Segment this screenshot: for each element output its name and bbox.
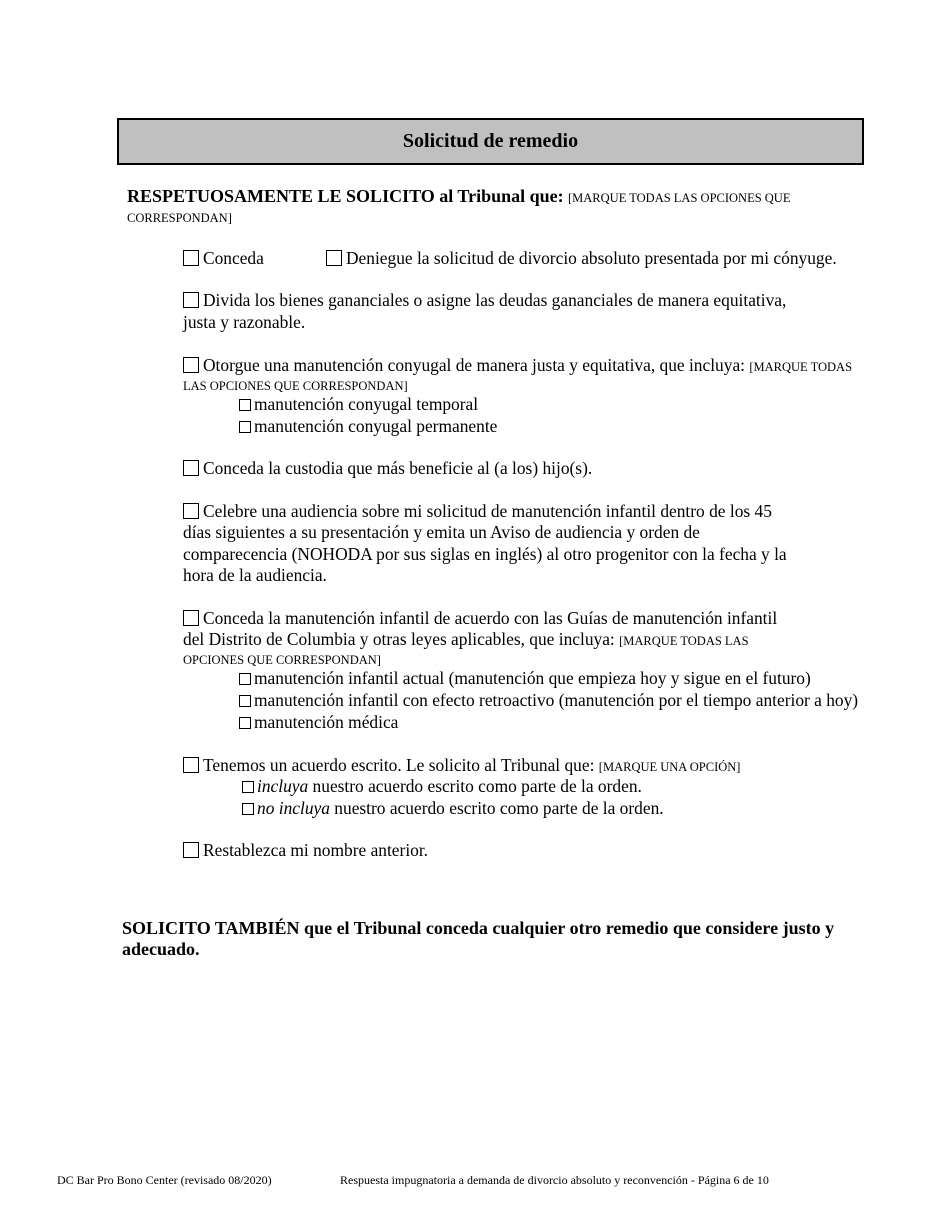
intro-note-cont: CORRESPONDAN] bbox=[127, 211, 232, 225]
agreement-include-checkbox[interactable] bbox=[242, 781, 254, 793]
hearing-line-4: hora de la audiencia. bbox=[183, 565, 327, 585]
hearing-label: Celebre una audiencia sobre mi solicitud de manutención infantil dentro de los 45 bbox=[203, 501, 772, 521]
agreement-exclude bbox=[242, 798, 664, 820]
deny-label: Deniegue la solicitud de divorcio absoluto presentada por mi cónyuge. bbox=[346, 248, 837, 268]
intro-note: [MARQUE TODAS LAS OPCIONES QUE bbox=[568, 191, 791, 205]
hearing-line-2: días siguientes a su presentación y emita un Aviso de audiencia y orden de bbox=[183, 522, 700, 542]
alimony-temporary-label: manutención conyugal temporal bbox=[254, 394, 479, 414]
agreement-label: Tenemos un acuerdo escrito. Le solicito al Tribunal que: bbox=[203, 755, 595, 775]
agreement-include-em: incluya bbox=[257, 776, 309, 796]
child-support-label: Conceda la manutención infantil de acuerdo con las Guías de manutención infantil bbox=[203, 608, 778, 628]
support-medical-checkbox[interactable] bbox=[239, 717, 251, 729]
alimony-label: Otorgue una manutención conyugal de manera justa y equitativa, que incluya: bbox=[203, 355, 745, 375]
support-medical-label: manutención médica bbox=[254, 712, 399, 732]
agreement-include-rest: nuestro acuerdo escrito como parte de la orden. bbox=[312, 776, 642, 796]
support-retroactive-checkbox[interactable] bbox=[239, 695, 251, 707]
option-custody bbox=[183, 458, 592, 480]
option-divide bbox=[183, 290, 786, 312]
agreement-exclude-checkbox[interactable] bbox=[242, 803, 254, 815]
alimony-note: [MARQUE TODAS bbox=[749, 360, 853, 374]
intro bbox=[127, 186, 790, 210]
agreement-checkbox[interactable] bbox=[183, 757, 199, 773]
option-child-support bbox=[183, 608, 777, 630]
name-checkbox[interactable] bbox=[183, 842, 199, 858]
agreement-include bbox=[242, 776, 642, 798]
custody-checkbox[interactable] bbox=[183, 460, 199, 476]
support-current-checkbox[interactable] bbox=[239, 673, 251, 685]
footer-center: Respuesta impugnatoria a demanda de divorcio absoluto y reconvención - Página 6 de 10 bbox=[340, 1173, 769, 1187]
child-support-line-2 bbox=[183, 629, 749, 653]
child-support-note-cont: OPCIONES QUE CORRESPONDAN] bbox=[183, 653, 381, 667]
hearing-checkbox[interactable] bbox=[183, 503, 199, 519]
divide-checkbox[interactable] bbox=[183, 292, 199, 308]
agreement-note: [MARQUE UNA OPCIÓN] bbox=[598, 760, 741, 774]
hearing-line-3: comparecencia (NOHODA por sus siglas en inglés) al otro progenitor con la fecha y la bbox=[183, 544, 787, 564]
section-title: Solicitud de remedio bbox=[117, 118, 864, 165]
alimony-temporary-checkbox[interactable] bbox=[239, 399, 251, 411]
custody-label: Conceda la custodia que más beneficie al (a los) hijo(s). bbox=[203, 458, 593, 478]
support-retroactive-label: manutención infantil con efecto retroactivo (manutención por el tiempo anterior a hoy) bbox=[254, 690, 859, 710]
alimony-note-cont: LAS OPCIONES QUE CORRESPONDAN] bbox=[183, 379, 408, 393]
support-current bbox=[239, 668, 811, 690]
alimony-permanent-label: manutención conyugal permanente bbox=[254, 416, 498, 436]
agreement-exclude-rest: nuestro acuerdo escrito como parte de la orden. bbox=[334, 798, 664, 818]
option-hearing bbox=[183, 501, 772, 523]
divide-label-cont: justa y razonable. bbox=[183, 312, 306, 332]
child-support-checkbox[interactable] bbox=[183, 610, 199, 626]
footer-left: DC Bar Pro Bono Center (revisado 08/2020) bbox=[57, 1173, 272, 1187]
grant-checkbox[interactable] bbox=[183, 250, 199, 266]
deny-checkbox[interactable] bbox=[326, 250, 342, 266]
agreement-exclude-em: no incluya bbox=[257, 798, 330, 818]
alimony-temporary bbox=[239, 394, 478, 416]
option-agreement bbox=[183, 755, 740, 779]
child-support-note: [MARQUE TODAS LAS bbox=[619, 634, 749, 648]
support-retroactive bbox=[239, 690, 858, 712]
alimony-permanent-checkbox[interactable] bbox=[239, 421, 251, 433]
option-name bbox=[183, 840, 428, 862]
option-grant bbox=[183, 248, 264, 270]
option-alimony bbox=[183, 355, 852, 379]
support-medical bbox=[239, 712, 398, 734]
alimony-checkbox[interactable] bbox=[183, 357, 199, 373]
divide-label: Divida los bienes gananciales o asigne las deudas gananciales de manera equitativa, bbox=[203, 290, 787, 310]
closing-line-1: SOLICITO TAMBIÉN que el Tribunal conceda cualquier otro remedio que considere justo y bbox=[122, 918, 835, 938]
grant-label: Conceda bbox=[203, 248, 264, 268]
option-deny bbox=[326, 248, 837, 270]
alimony-permanent bbox=[239, 416, 497, 438]
intro-bold: RESPETUOSAMENTE LE SOLICITO al Tribunal que: bbox=[127, 186, 564, 206]
name-label: Restablezca mi nombre anterior. bbox=[203, 840, 429, 860]
child-support-label-cont: del Distrito de Columbia y otras leyes aplicables, que incluya: bbox=[183, 629, 615, 649]
support-current-label: manutención infantil actual (manutención que empieza hoy y sigue en el futuro) bbox=[254, 668, 811, 688]
closing-line-2: adecuado. bbox=[122, 939, 200, 959]
